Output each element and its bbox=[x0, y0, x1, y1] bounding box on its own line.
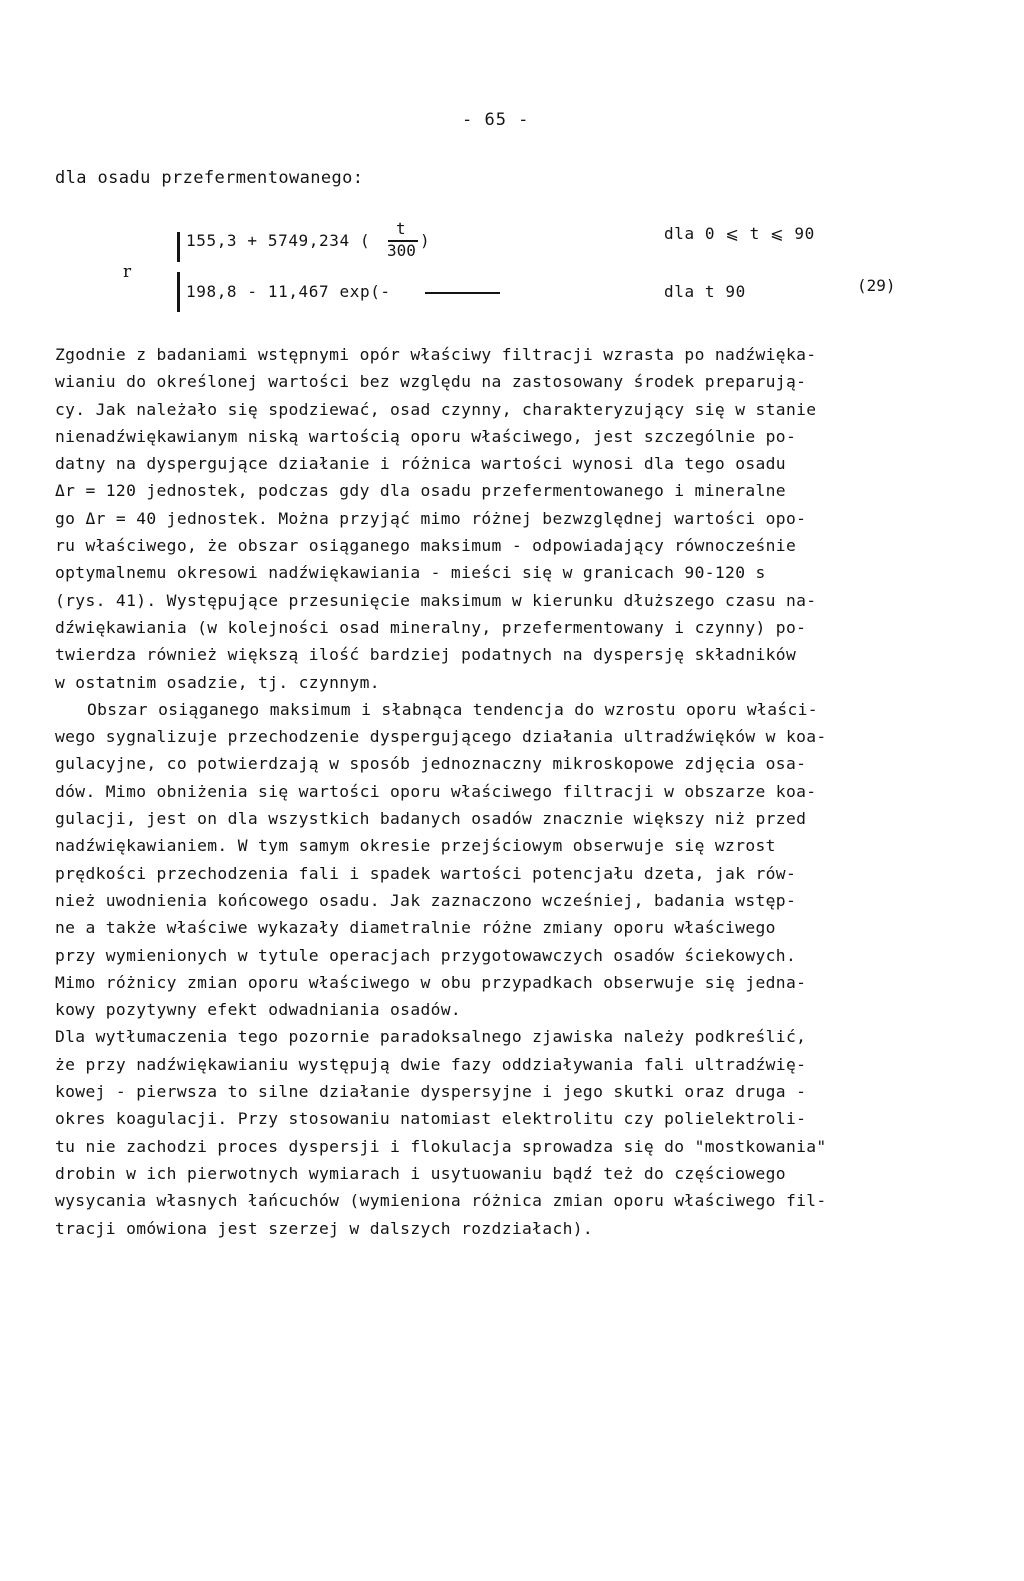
text-line: nienadźwiękawianym niską wartością oporu właściwego, jest szczególnie po- bbox=[55, 426, 797, 446]
paragraph-1 bbox=[55, 341, 915, 696]
text-line: go Δr = 40 jednostek. Można przyjąć mimo różnej bezwzględnej wartości opo- bbox=[55, 508, 807, 528]
text-line: twierdza również większą ilość bardziej podatnych na dyspersję składników bbox=[55, 645, 797, 665]
text-line: dźwiękawiania (w kolejności osad mineralny, przefermentowany i czynny) po- bbox=[55, 617, 807, 637]
fraction-numerator: t bbox=[396, 219, 406, 238]
text-line: Mimo różnicy zmian oporu właściwego w obu przypadkach obserwuje się jedna- bbox=[55, 972, 807, 992]
text-line: wianiu do określonej wartości bez względu na zastosowany środek preparują- bbox=[55, 372, 807, 392]
text-line: gulacyjne, co potwierdzają w sposób jednoznaczny mikroskopowe zdjęcia osa- bbox=[55, 754, 807, 774]
text-line: wysycania własnych łańcuchów (wymieniona różnica zmian oporu właściwego fil- bbox=[55, 1191, 827, 1211]
case1-expression: 155,3 + 5749,234 ( bbox=[186, 231, 371, 250]
text-line: cy. Jak należało się spodziewać, osad czynny, charakteryzujący się w stanie bbox=[55, 399, 817, 419]
text-line: przy wymienionych w tytule operacjach przygotowawczych osadów ściekowych. bbox=[55, 945, 797, 965]
text-line: Zgodnie z badaniami wstępnymi opór właściwy filtracji wzrasta po nadźwięka- bbox=[55, 345, 817, 364]
text-line: gulacji, jest on dla wszystkich badanych osadów znacznie większy niż przed bbox=[55, 809, 807, 829]
body-text bbox=[55, 341, 915, 1242]
brace-upper bbox=[177, 232, 180, 262]
case1-condition: dla 0 ⩽ t ⩽ 90 bbox=[664, 224, 815, 243]
fraction-denominator: 300 bbox=[387, 241, 416, 260]
text-line: ru właściwego, że obszar osiąganego maksimum - odpowiadający równocześnie bbox=[55, 536, 797, 556]
page-number: - 65 - bbox=[462, 110, 530, 130]
text-line: ne a także właściwe wykazały diametralnie różne zmiany oporu właściwego bbox=[55, 918, 776, 938]
text-line: optymalnemu okresowi nadźwiękawiania - mieści się w granicach 90-120 s bbox=[55, 563, 766, 583]
brace-lower bbox=[177, 272, 180, 312]
intro-line: dla osadu przefermentowanego: bbox=[55, 168, 364, 188]
case2-expression: 198,8 - 11,467 exp(- bbox=[186, 282, 391, 301]
text-line: (rys. 41). Występujące przesunięcie maksimum w kierunku dłuższego czasu na- bbox=[55, 590, 817, 610]
text-line: dów. Mimo obniżenia się wartości oporu właściwego filtracji w obszarze koa- bbox=[55, 781, 817, 801]
text-line: w ostatnim osadzie, tj. czynnym. bbox=[55, 672, 380, 692]
text-line: Dla wytłumaczenia tego pozornie paradoksalnego zjawiska należy podkreślić, bbox=[55, 1027, 807, 1047]
text-line: że przy nadźwiękawianiu występują dwie fazy oddziaływania fali ultradźwię- bbox=[55, 1054, 807, 1074]
text-line: kowej - pierwsza to silne działanie dyspersyjne i jego skutki oraz druga - bbox=[55, 1082, 807, 1102]
text-line: tracji omówiona jest szerzej w dalszych rozdziałach). bbox=[55, 1218, 594, 1238]
paragraph-3 bbox=[55, 1023, 915, 1241]
paragraph-2 bbox=[55, 696, 915, 1024]
equation-number: (29) bbox=[857, 276, 896, 295]
case1-close-paren: ) bbox=[420, 231, 431, 250]
text-line: nadźwiękawianiem. W tym samym okresie przejściowym obserwuje się wzrost bbox=[55, 836, 776, 856]
text-line: nież uwodnienia końcowego osadu. Jak zaznaczono wcześniej, badania wstęp- bbox=[55, 890, 797, 910]
text-line: drobin w ich pierwotnych wymiarach i usytuowaniu bądź też do częściowego bbox=[55, 1163, 786, 1183]
text-line: prędkości przechodzenia fali i spadek wartości potencjału dzeta, jak rów- bbox=[55, 863, 797, 883]
text-line: wego sygnalizuje przechodzenie dyspergującego działania ultradźwięków w koa- bbox=[55, 727, 827, 747]
text-line: Δr = 120 jednostek, podczas gdy dla osadu przefermentowanego i mineralne bbox=[55, 481, 786, 501]
text-line: kowy pozytywny efekt odwadniania osadów. bbox=[55, 1000, 462, 1020]
text-line: datny na dyspergujące działanie i różnica wartości wynosi dla tego osadu bbox=[55, 454, 786, 474]
equation-symbol: r bbox=[123, 262, 132, 282]
text-line: okres koagulacji. Przy stosowaniu natomiast elektrolitu czy polielektroli- bbox=[55, 1109, 807, 1129]
case2-condition: dla t 90 bbox=[664, 282, 746, 301]
text-line: tu nie zachodzi proces dyspersji i flokulacja sprowadza się do "mostkowania" bbox=[55, 1136, 827, 1156]
exp-fraction-bar bbox=[425, 292, 500, 294]
text-line: Obszar osiąganego maksimum i słabnąca tendencja do wzrostu oporu właści- bbox=[87, 699, 818, 719]
